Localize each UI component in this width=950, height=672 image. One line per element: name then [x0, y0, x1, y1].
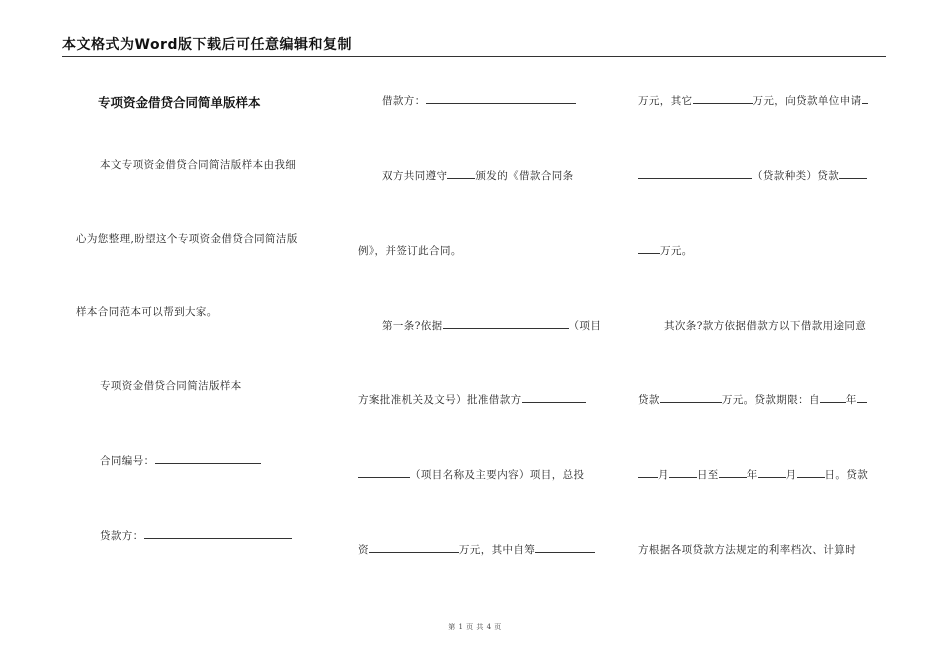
- p6-text-b: 万元，其中自筹: [458, 544, 536, 556]
- article1-text-a: 第一条?依据: [382, 320, 443, 332]
- c3-line-6: [638, 467, 868, 482]
- self-funded-blank[interactable]: [535, 542, 595, 553]
- borrower-blank[interactable]: [426, 93, 576, 104]
- c3-l2-text: （贷款种类）贷款: [752, 170, 840, 182]
- loan-amount-blank-2[interactable]: [638, 243, 660, 254]
- c3-line-5: [638, 392, 867, 407]
- start-year-blank[interactable]: [820, 392, 846, 403]
- borrower-label: 借款方：: [382, 95, 426, 107]
- approval-blank[interactable]: [443, 318, 569, 329]
- p4-text: 方案批准机关及文号）批准借款方: [358, 394, 522, 406]
- page-footer: 第 1 页 共 4 页: [448, 623, 502, 631]
- intro-line-2: 心为您整理,盼望这个专项资金借贷合同简洁版: [76, 233, 298, 245]
- c3-l6-text-a: 月: [658, 469, 669, 481]
- p2-line: 例》，并签订此合同。: [358, 245, 462, 257]
- c3-l6-text-d: 月: [785, 469, 797, 481]
- end-day-blank[interactable]: [797, 467, 825, 478]
- c3-l5-text-a: 贷款: [638, 394, 660, 406]
- intro-line-3: 样本合同范本可以帮到大家。: [76, 306, 218, 318]
- issuer-blank[interactable]: [447, 168, 475, 179]
- end-month-blank[interactable]: [758, 467, 786, 478]
- p6-line: [358, 542, 595, 557]
- loan-sum-blank[interactable]: [660, 392, 722, 403]
- start-day-blank[interactable]: [669, 467, 697, 478]
- article1-text-b: （项目: [568, 320, 602, 332]
- project-blank[interactable]: [358, 467, 410, 478]
- lender-blank[interactable]: [144, 528, 292, 539]
- c3-line-7: 方根据各项贷款方法规定的利率档次、计算时: [638, 544, 856, 556]
- p5-line: [358, 467, 584, 482]
- p6-text-a: 资: [358, 544, 369, 556]
- lender-label: 贷款方：: [100, 530, 144, 542]
- c3-l5-text-b: 万元。贷款期限：自: [721, 394, 820, 406]
- p5-text: （项目名称及主要内容）项目，总投: [410, 469, 585, 481]
- p1-line: [382, 168, 574, 183]
- c3-line-2: [638, 168, 867, 183]
- borrower-line: [382, 93, 576, 108]
- contract-number-label: 合同编号：: [100, 455, 155, 467]
- contract-number-line: [100, 453, 261, 468]
- contract-number-blank[interactable]: [155, 453, 261, 464]
- c3-l5-text-c: 年: [845, 394, 857, 406]
- article2-line: 其次条?款方依据借款方以下借款用途同意: [664, 320, 867, 332]
- p4-line: [358, 392, 586, 407]
- lender-line: [100, 528, 292, 543]
- article1-line: [382, 318, 601, 333]
- loan-type-blank[interactable]: [638, 168, 752, 179]
- c3-line-3: [638, 243, 693, 258]
- start-month-blank[interactable]: [857, 392, 867, 403]
- p1-text-b: 颁发的《借款合同条: [475, 170, 574, 182]
- c3-l6-text-e: 日。贷款: [824, 469, 869, 481]
- document-title: 专项资金借贷合同简单版样本: [98, 95, 261, 110]
- c3-l6-text-b: 日至: [696, 469, 719, 481]
- c3-line-1: [638, 93, 868, 108]
- loan-amount-blank[interactable]: [839, 168, 867, 179]
- start-month-blank-2[interactable]: [638, 467, 658, 478]
- c3-l6-text-c: 年: [746, 469, 758, 481]
- other-funds-blank[interactable]: [693, 93, 753, 104]
- apply-blank[interactable]: [862, 93, 868, 104]
- p1-text-a: 双方共同遵守: [382, 170, 448, 182]
- c3-l1-text-a: 万元，其它: [638, 95, 693, 107]
- total-investment-blank[interactable]: [369, 542, 459, 553]
- c3-l1-text-b: 万元，向贷款单位申请: [752, 95, 862, 107]
- c3-l3-text: 万元。: [660, 245, 693, 257]
- intro-line-1: 本文专项资金借贷合同简洁版样本由我细: [100, 159, 297, 171]
- borrower-name-blank[interactable]: [522, 392, 586, 403]
- end-year-blank[interactable]: [719, 467, 747, 478]
- page-header: 本文格式为Word版下载后可任意编辑和复制: [62, 34, 886, 57]
- subtitle: 专项资金借贷合同简洁版样本: [100, 380, 242, 392]
